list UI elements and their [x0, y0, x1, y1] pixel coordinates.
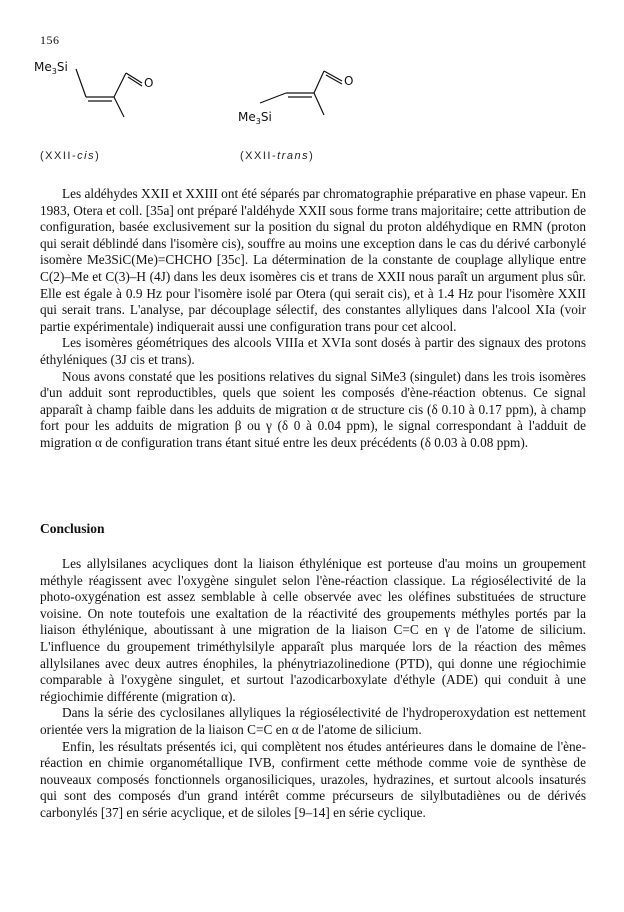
paragraph-sime3-signal: Nous avons constaté que les positions relatives du signal SiMe3 (singulet) dans les trois isomères d'un adduit sont reproductibles, quels que soient les composés d'ène-réaction obtenus. Ce signal apparaît à champ faible dans les adduits de migration α de structure cis (δ 0.10 à 0.17 ppm), à champ fort pour les adduits de migration β ou γ (δ 0 à 0.04 ppm), le signal correspondant à l'adduit de migration α de configuration trans étant situé entre les deux précédents (δ 0.03 à 0.08 ppm).: [40, 368, 586, 450]
page-number: 156: [40, 33, 60, 47]
cis-carbonyl-text: O: [144, 76, 154, 90]
conclusion-text: [40, 556, 586, 822]
conclusion-paragraph-1: Les allylsilanes acycliques dont la liaison éthylénique est porteuse d'au moins un groupement méthyle réagissent avec l'oxygène singulet selon l'ène-réaction classique. La régiosélectivité de la photo-oxygénation est assez semblable à celle observée avec les oléfines substituées de structure voisine. On note toutefois une exaltation de la réactivité des groupements méthyles portés par la liaison éthylénique, aboutissant à une migration de la liaison C=C en γ de l'atome de silicium. L'influence du groupement triméthylsilyle apparaît plus marquée lors de la réaction des mêmes allylsilanes avec deux autres énophiles, la phénytriazolinedione (PTD), qui donne une régiochimie comparable à l'oxygène singulet, et surtout l'azodicarboxylate d'éthyle (ADE) qui conduit à une régiochimie différente (migration α).: [40, 556, 586, 704]
structure-label-trans: (XXII-trans): [240, 150, 315, 162]
trans-carbonyl-text: O: [344, 74, 354, 88]
paragraph-aldehydes: Les aldéhydes XXII et XXIII ont été séparés par chromatographie préparative en phase vapeur. En 1983, Otera et coll. [35a] ont préparé l'aldéhyde XXII sous forme trans majoritaire; cette attribution de configuration, basée exclusivement sur la position du signal du proton aldéhydique en RMN (proton qui serait déblindé dans l'isomère cis), souffre au moins une exception dans le cas du dérivé carbonylé isomère Me3SiC(Me)=CHCHO [35c]. La détermination de la constante de couplage allylique entre C(2)–Me et C(3)–H (4J) dans les deux isomères cis et trans de XXII nous paraît un argument plus sûr. Elle est égale à 0.9 Hz pour l'isomère isolé par Otera (qui serait cis), et à 1.4 Hz pour l'isomère XXII qui serait trans. L'analyse, par découplage sélectif, des constantes allyliques dans l'alcool XIa (voir partie expérimentale) indiquerait aussi une configuration trans pour cet alcool.: [40, 186, 586, 334]
chemical-structures: [0, 0, 624, 170]
trans-substituent-text: $Me_3Si$: [238, 110, 272, 126]
conclusion-paragraph-3: Enfin, les résultats présentés ici, qui complètent nos études antérieures dans le domaine de l'ène-réaction en chimie organométallique IVB, confirment cette méthode comme voie de synthèse de nouveaux composés fonctionnels organosiliciques, urazoles, hydrazines, et surtout alcools insaturés qui sont des composés d'un grand intérêt comme précurseurs de silylbutadiènes ou de dérivés carbonylés [37] en série acyclique, et de siloles [9–14] en série cyclique.: [40, 738, 586, 820]
structure-xxii-cis: [30, 55, 190, 135]
structure-xxii-trans: [220, 55, 390, 140]
conclusion-heading: Conclusion: [40, 521, 105, 536]
conclusion-paragraph-2: Dans la série des cyclosilanes allyliques la régiosélectivité de l'hydroperoxydation est nettement orientée vers la migration de la liaison C=C en α de l'atome de silicium.: [40, 705, 586, 737]
paragraph-isomers: Les isomères géométriques des alcools VIIIa et XVIa sont dosés à partir des signaux des protons éthyléniques (3J cis et trans).: [40, 335, 586, 367]
body-text-top: [40, 186, 586, 452]
cis-substituent-text: $Me_3Si$: [34, 60, 68, 76]
structure-label-cis: (XXII-cis): [40, 150, 101, 162]
